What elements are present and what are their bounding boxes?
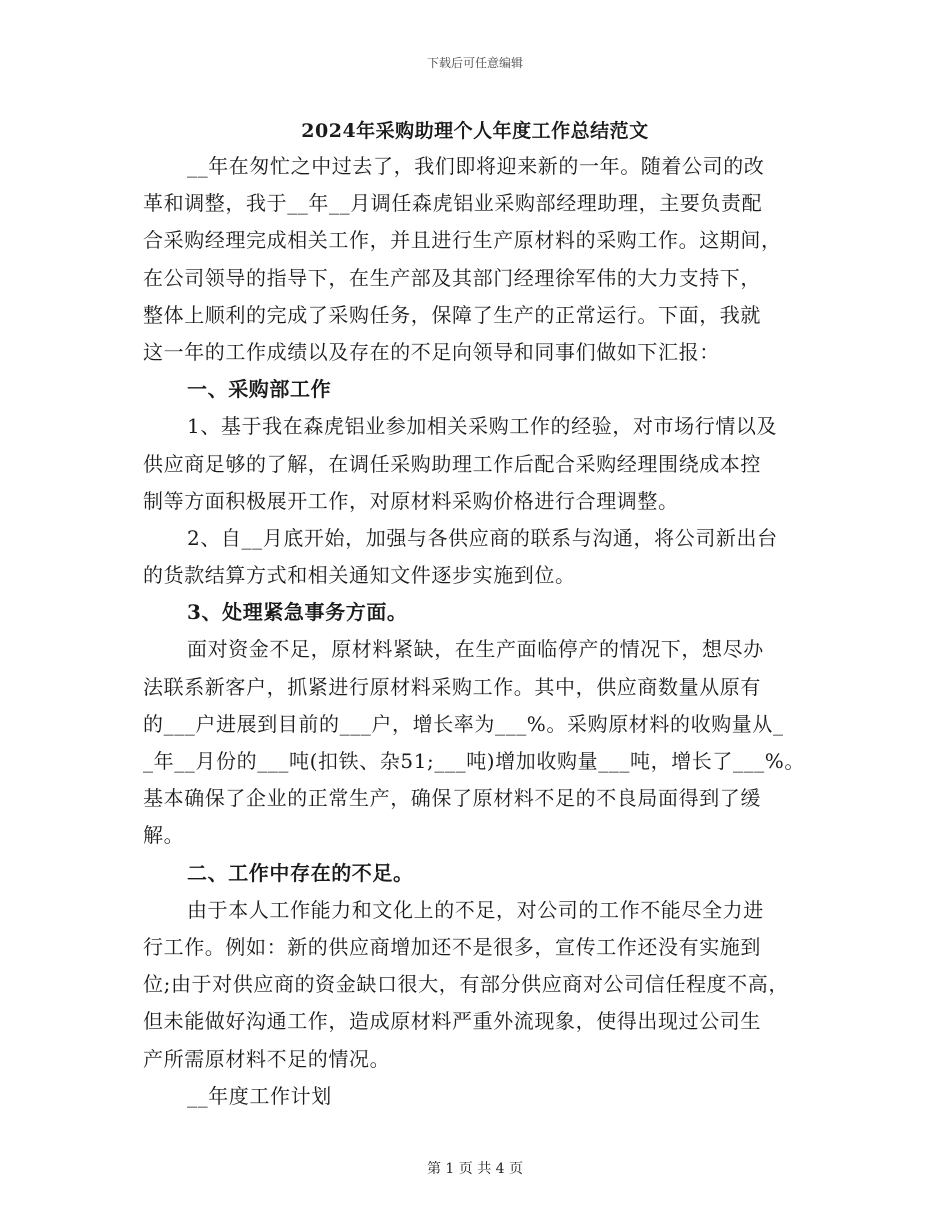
paragraph-line: 供应商足够的了解，在调任采购助理工作后配合采购经理围绕成本控: [143, 451, 761, 476]
paragraph-line: _年__月份的___吨(扣铁、杂51;___吨)增加收购量___吨，增长了___%。: [143, 749, 805, 773]
paragraph-line: 产所需原材料不足的情况。: [143, 1046, 391, 1071]
section-heading: 3、处理紧急事务方面。: [187, 600, 408, 625]
document-body: [143, 148, 833, 1115]
paragraph-line: 的___户进展到目前的___户，增长率为___%。采购原材料的收购量从_: [143, 711, 784, 736]
paragraph-line: 由于本人工作能力和文化上的不足，对公司的工作不能尽全力进: [187, 897, 764, 922]
paragraph-line: 在公司领导的指导下，在生产部及其部门经理徐军伟的大力支持下，: [143, 265, 761, 290]
document-title: 2024年采购助理个人年度工作总结范文: [301, 120, 649, 142]
paragraph-line: __年在匆忙之中过去了，我们即将迎来新的一年。随着公司的改: [187, 154, 765, 178]
paragraph-line: 的货款结算方式和相关通知文件逐步实施到位。: [143, 563, 576, 588]
paragraph-line: 这一年的工作成绩以及存在的不足向领导和同事们做如下汇报：: [143, 339, 720, 364]
paragraph-line: 2、自__月底开始，加强与各供应商的联系与沟通，将公司新出台: [187, 525, 778, 550]
paragraph-line: 基本确保了企业的正常生产，确保了原材料不足的不良局面得到了缓: [143, 786, 761, 811]
paragraph-line: 解。: [143, 823, 185, 848]
paragraph-line: 整体上顺利的完成了采购任务，保障了生产的正常运行。下面，我就: [143, 302, 761, 327]
page-number: 第 1 页 共 4 页: [426, 1161, 524, 1177]
paragraph-line: 革和调整，我于__年__月调任森虎铝业采购部经理助理，主要负责配: [143, 191, 763, 216]
paragraph-line: 位;由于对供应商的资金缺口很大，有部分供应商对公司信任程度不高，: [143, 972, 789, 997]
paragraph-line: 面对资金不足，原材料紧缺，在生产面临停产的情况下，想尽办: [187, 637, 764, 662]
paragraph-line: 制等方面积极展开工作，对原材料采购价格进行合理调整。: [143, 488, 679, 513]
paragraph-line: __年度工作计划: [187, 1083, 332, 1108]
section-heading: 一、采购部工作: [187, 377, 332, 402]
paragraph-line: 但未能做好沟通工作，造成原材料严重外流现象，使得出现过公司生: [143, 1009, 761, 1034]
paragraph-line: 合采购经理完成相关工作，并且进行生产原材料的采购工作。这期间，: [143, 228, 782, 253]
section-heading: 二、工作中存在的不足。: [187, 860, 414, 885]
page-header-note: 下载后可任意编辑: [426, 56, 523, 70]
paragraph-line: 法联系新客户，抓紧进行原材料采购工作。其中，供应商数量从原有: [143, 674, 761, 699]
paragraph-line: 行工作。例如：新的供应商增加还不是很多，宣传工作还没有实施到: [143, 934, 761, 959]
paragraph-line: 1、基于我在森虎铝业参加相关采购工作的经验，对市场行情以及: [187, 414, 778, 439]
